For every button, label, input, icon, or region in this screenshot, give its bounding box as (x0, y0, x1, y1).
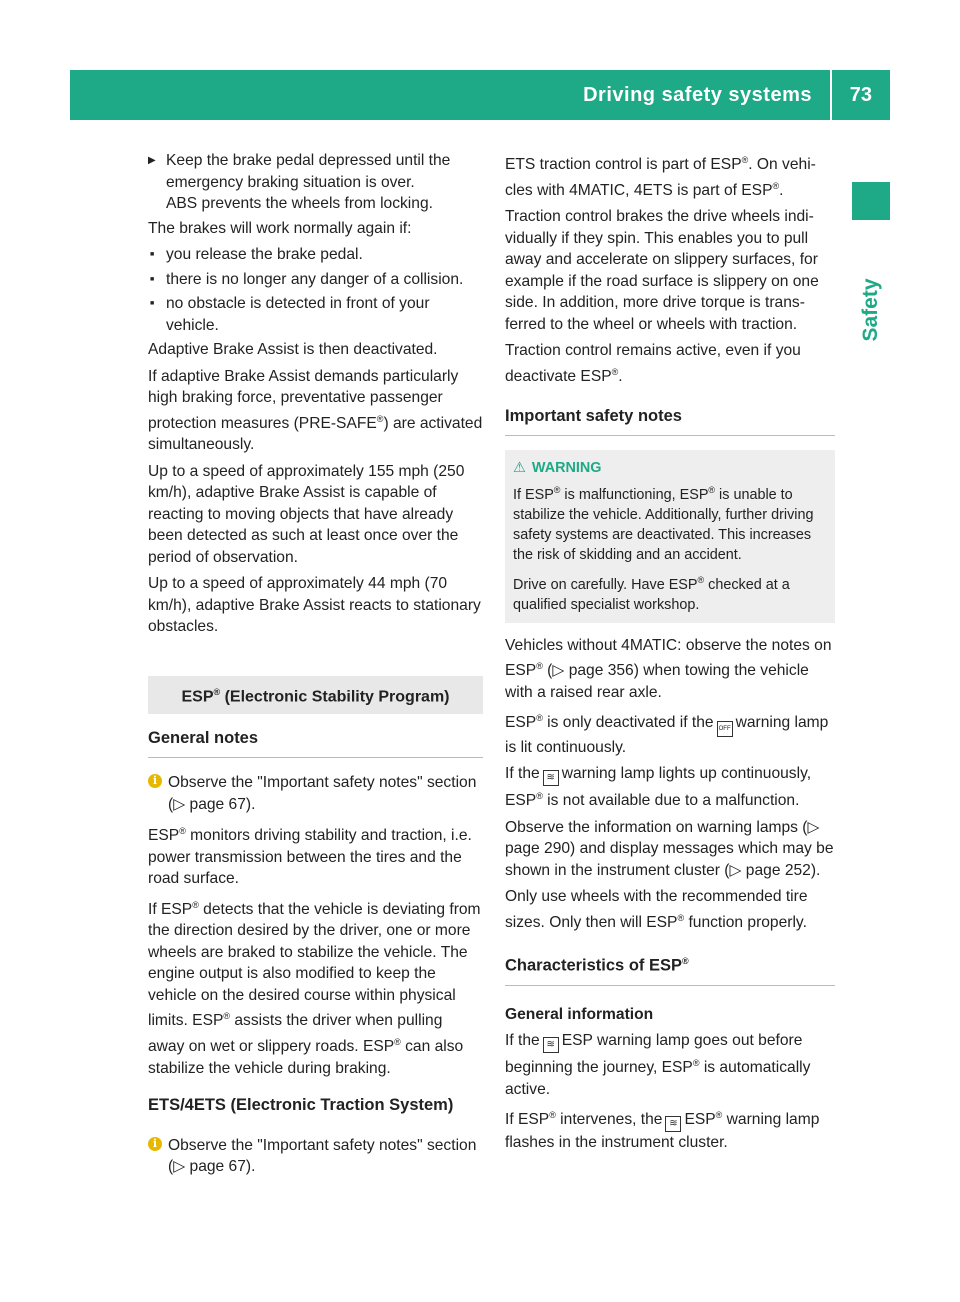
header-title: Driving safety systems (583, 84, 812, 106)
paragraph: Vehicles without 4MATIC: observe the notes on ESP® (▷ page 356) when towing the vehicle with a raised rear axle. (505, 636, 832, 701)
info-icon: i (148, 1137, 162, 1151)
paragraph: If ESP® detects that the vehicle is deviating from the direction desired by the driver, one or more wheels are braked to stabilize the vehicle. The engine output is also modified to keep the vehicle on the desired course within physical limits. ESP® assists the driver when pulling away on wet or slippery roads. ESP® can also stabilize the vehicle during braking. (148, 899, 481, 1077)
side-tab-label: Safety (859, 278, 882, 342)
header-divider (830, 70, 832, 120)
paragraph: Up to a speed of approximately 44 mph (70 km/h), adaptive Brake Assist reacts to stationary obstacles. (148, 575, 481, 636)
paragraph: ETS traction control is part of ESP®. On vehicles with 4MATIC, 4ETS is part of ESP®. (505, 155, 816, 199)
info-note: i Observe the "Important safety notes" section (▷ page 67). (148, 772, 483, 815)
paragraph: Up to a speed of approximately 155 mph (250 km/h), adaptive Brake Assist is capable of reacting to moving objects that have already been detected as such at least once over the period of observation. (148, 462, 465, 566)
paragraph: If adaptive Brake Assist demands particularly high braking force, preventative passenger protection measures (PRE-SAFE®) are activated simultaneously. (148, 367, 483, 454)
paragraph: If ESP® intervenes, the ≋ ESP® warning lamp flashes in the instrument cluster. (505, 1110, 820, 1152)
paragraph: ESP® monitors driving stability and traction, i.e. power transmission between the tires and the road surface. (148, 826, 472, 888)
header-bar (70, 70, 890, 120)
info-icon: i (148, 774, 162, 788)
list-item: ■ no obstacle is detected in front of your vehicle. (148, 293, 483, 336)
warning-heading: ⚠ WARNING (513, 460, 602, 477)
esp-off-lamp-icon: OFF (717, 721, 733, 737)
paragraph: Traction control brakes the drive wheels individually if they spin. This enables you to pull away and accelerate on slippery surfaces, for example if the road surface is slippery on one side. In addition, more drive torque is transferred to the wheel or wheels with traction. (505, 208, 819, 333)
esp-lamp-icon: ≋ (543, 770, 559, 786)
side-tab (844, 280, 898, 340)
paragraph: Observe the information on warning lamps (▷ page 290) and display messages which may be shown in the instrument cluster (▷ page 252). (505, 818, 834, 879)
paragraph: Adaptive Brake Assist is then deactivated. (148, 341, 438, 358)
paragraph: ESP® is only deactivated if the OFF warning lamp is lit continuously. (505, 713, 829, 756)
warning-triangle-icon: ⚠ (513, 460, 526, 477)
side-tab-block (852, 182, 890, 220)
step-item: ▶ Keep the brake pedal depressed until the emergency braking situation is over. ABS prevents the wheels from locking. (148, 150, 483, 215)
paragraph: If the ≋ ESP warning lamp goes out before beginning the journey, ESP® is automatically active. (505, 1031, 811, 1098)
esp-lamp-icon: ≋ (543, 1037, 559, 1053)
left-column (148, 150, 483, 1184)
esp-lamp-icon: ≋ (665, 1116, 681, 1132)
subheading-characteristics: Characteristics of ESP® (505, 951, 835, 986)
paragraph: The brakes will work normally again if: (148, 219, 412, 237)
list-item: ■ there is no longer any danger of a collision. (148, 269, 483, 291)
subheading-ets: ETS/4ETS (Electronic Traction System) (148, 1096, 454, 1115)
right-column (505, 150, 835, 1159)
paragraph: If the ≋ warning lamp lights up continuously, ESP® is not available due to a malfunction. (505, 765, 812, 810)
warning-box (505, 450, 835, 623)
paragraph: Drive on carefully. Have ESP® checked at a qualified specialist workshop. (513, 574, 790, 613)
subheading-general-info: General information (505, 1006, 654, 1024)
section-title: ESP® (Electronic Stability Program) (148, 676, 483, 714)
paragraph: If ESP® is malfunctioning, ESP® is unable to stabilize the vehicle. Additionally, further driving safety systems are deactivated. This increases the risk of skidding and an accident. (513, 485, 814, 563)
subheading-general-notes: General notes (148, 728, 483, 759)
paragraph: Only use wheels with the recommended tire sizes. Only then will ESP® function properly. (505, 888, 808, 931)
paragraph: Traction control remains active, even if you deactivate ESP®. (505, 342, 801, 386)
subheading-important: Important safety notes (505, 406, 835, 437)
list-item: ■ you release the brake pedal. (148, 244, 483, 266)
page-number: 73 (849, 84, 872, 106)
info-note: i Observe the "Important safety notes" section (▷ page 67). (148, 1135, 483, 1178)
